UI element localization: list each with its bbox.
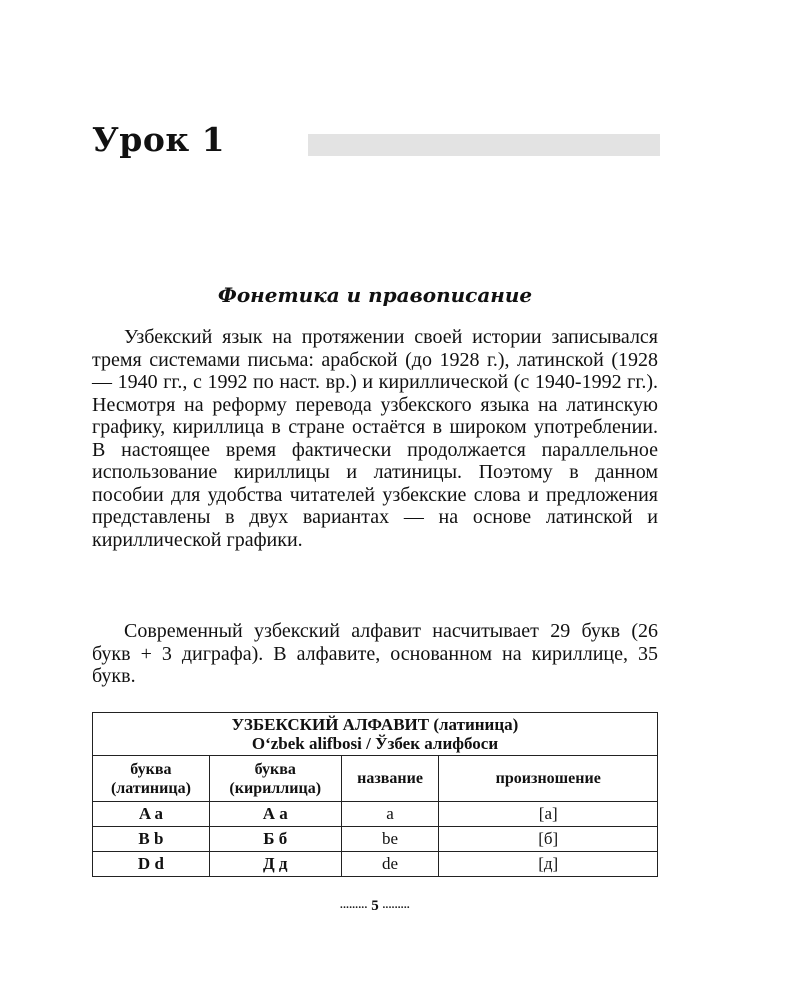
dots-right: ......... xyxy=(382,899,410,911)
table-caption xyxy=(93,713,658,756)
table-row xyxy=(93,802,658,827)
section-heading: Фонетика и правописание xyxy=(217,283,533,307)
cell-name: a xyxy=(341,802,439,827)
cell-pronunciation: [д] xyxy=(439,852,658,877)
cell-cyrillic: А а xyxy=(209,802,341,827)
cell-cyrillic: Д д xyxy=(209,852,341,877)
page-number: 5 xyxy=(371,898,379,914)
dots-left: ......... xyxy=(340,899,368,911)
cell-name: de xyxy=(341,852,439,877)
page-number-footer xyxy=(92,898,658,915)
cell-latin: A a xyxy=(93,802,210,827)
alphabet-table xyxy=(92,712,658,877)
paragraph-alphabet-count: Современный узбекский алфавит насчитывает 29 букв (26 букв + 3 диграфа). В алфавите, основанном на кириллице, 35 букв. xyxy=(92,620,658,687)
column-header-name: название xyxy=(341,756,439,802)
title-decoration-bar xyxy=(308,134,660,156)
paragraph-history: Узбекский язык на протяжении своей истории записывался тремя системами письма: арабской (до 1928 г.), латинской (1928 — 1940 гг., с 1992 по наст. вр.) и кириллической (с 1940-1992 гг.). Несмотря на реформу перевода узбекского языка на латинскую графику, кириллица в стране остаётся в широком употреблении. В настоящее время фактически продолжается параллельное использование кириллицы и латиницы. Поэтому в данном пособии для удобства читателей узбекские слова и предложения представлены в двух вариантах — на основе латинской и кириллической графики. xyxy=(92,326,658,551)
cell-pronunciation: [б] xyxy=(439,827,658,852)
page-title: Урок 1 xyxy=(92,120,226,159)
table-caption-row xyxy=(93,713,658,756)
table-caption-line2: O‘zbek alifbosi / Ўзбек алифбоси xyxy=(251,734,499,753)
table-header-row xyxy=(93,756,658,802)
cell-latin: B b xyxy=(93,827,210,852)
cell-name: be xyxy=(341,827,439,852)
cell-pronunciation: [а] xyxy=(439,802,658,827)
column-header-cyrillic: буква (кириллица) xyxy=(209,756,341,802)
table-row xyxy=(93,852,658,877)
cell-cyrillic: Б б xyxy=(209,827,341,852)
table-caption-line1: УЗБЕКСКИЙ АЛФАВИТ (латиница) xyxy=(231,715,519,734)
column-header-latin: буква (латиница) xyxy=(93,756,210,802)
column-header-pronunciation: произношение xyxy=(439,756,658,802)
table-row xyxy=(93,827,658,852)
cell-latin: D d xyxy=(93,852,210,877)
